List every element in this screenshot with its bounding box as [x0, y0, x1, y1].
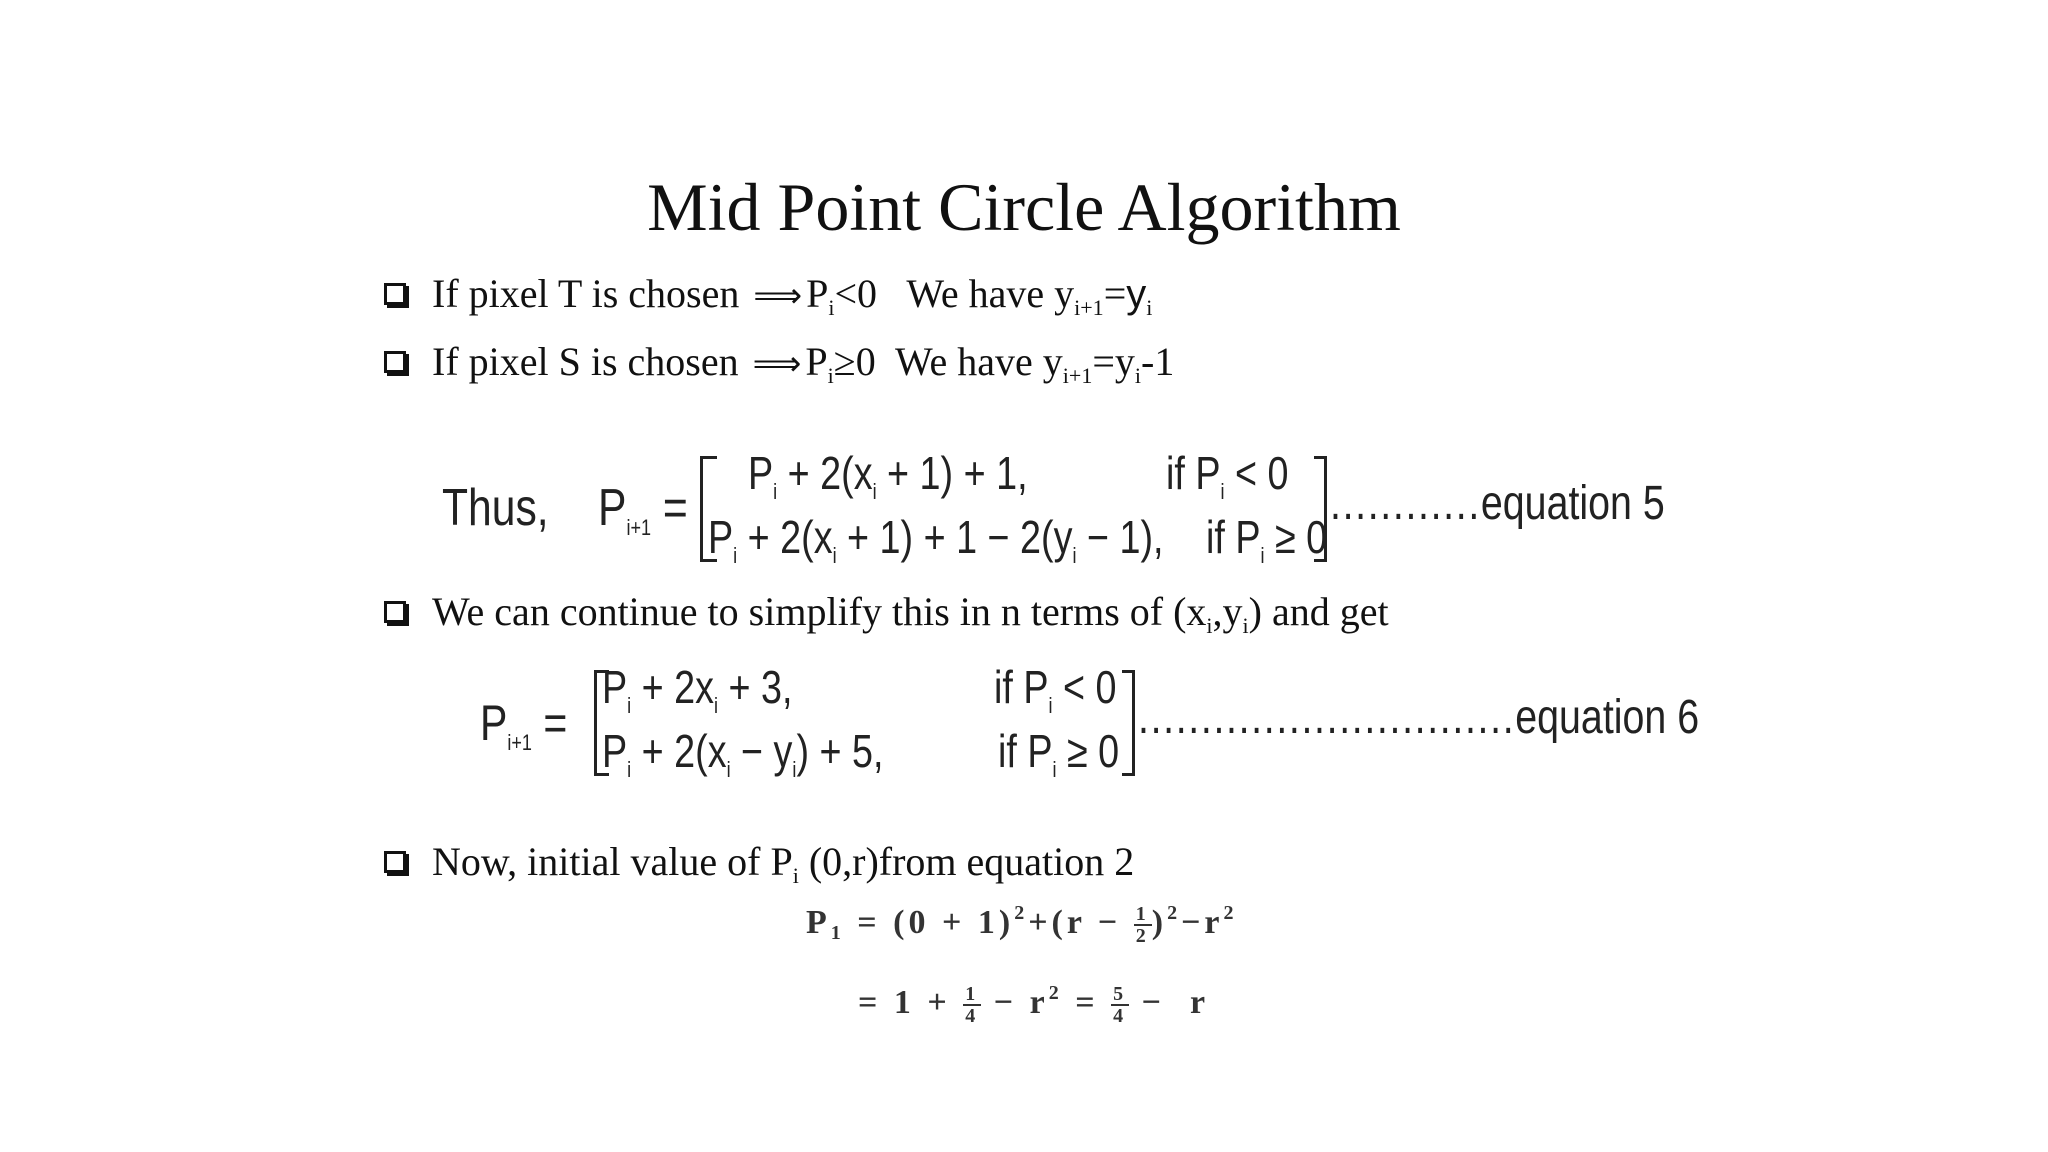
bullet-pixel-t [384, 270, 1152, 320]
implies-arrow-icon: ⟹ [752, 344, 802, 384]
right-bracket [1122, 670, 1135, 776]
eq5-label: ............equation 5 [1330, 477, 1665, 530]
init-equation-line2: = 1 + $\frac{1}{4}$ − $r^2$ = $\frac{5}{4}$ − r [858, 982, 1210, 1028]
eq5-row2: $P_i + 2(x_i + 1) + 1 - 2(y_i - 1)$, [708, 511, 1164, 568]
sub-i: i [1134, 363, 1142, 388]
bullet-text: Now, initial value of P [432, 839, 793, 884]
minus-one: -1 [1141, 339, 1175, 384]
checkbox-bullet-icon [384, 283, 406, 305]
sub-i: i [1146, 295, 1153, 320]
init-equation-line1: $P1 = (0 + 1)^2+(r$ − $\frac{1}{2}$ )$^2-r^2$ [806, 902, 1238, 948]
p-symbol: P [806, 271, 829, 316]
bullet-text: If pixel T is chosen [432, 271, 740, 316]
thus-label: Thus, [442, 479, 549, 537]
eq6-row2: $P_i + 2(x_i - y_i) + 5$, [602, 725, 884, 782]
right-bracket [1314, 456, 1327, 562]
sub-i: i [827, 363, 834, 388]
sub-i: i [1206, 613, 1213, 638]
equals: = [1103, 271, 1127, 316]
eq6-cond2: if $P_i \ge 0$ [998, 725, 1120, 782]
condition-text: <0 We have y [834, 271, 1075, 316]
sub-i: i [1242, 613, 1249, 638]
checkbox-bullet-icon [384, 851, 406, 873]
condition-text: ≥0 We have y [833, 339, 1063, 384]
eq6-label: ..............................equation 6 [1138, 691, 1700, 744]
checkbox-bullet-icon [384, 601, 406, 623]
eq6-cond1: if $P_i < 0$ [994, 661, 1117, 718]
bullet-text: If pixel S is chosen [432, 339, 739, 384]
eq6-row1: $P_i + 2x_i + 3$, [602, 661, 793, 718]
bullet-initial-value [384, 838, 1134, 886]
sub-i-plus-1: i+1 [1074, 295, 1104, 320]
fraction-one-half: $\frac{1}{2}$ [1135, 903, 1150, 948]
page-title: Mid Point Circle Algorithm [647, 169, 1401, 245]
fraction-five-quarters: $\frac{5}{4}$ [1113, 983, 1128, 1028]
y-symbol: y [1126, 272, 1147, 316]
bullet-tail: (0,r)from equation 2 [798, 839, 1135, 884]
bullet-simplify [384, 588, 1389, 636]
eq5-cond1: if $P_i < 0$ [1166, 447, 1289, 504]
comma-y: ,y [1212, 589, 1243, 634]
eq6-lhs: $P_{i+1}$ = [480, 695, 568, 755]
fraction-one-quarter: $\frac{1}{4}$ [965, 983, 980, 1028]
implies-arrow-icon: ⟹ [753, 276, 803, 316]
checkbox-bullet-icon [384, 351, 406, 373]
bullet-pixel-s [384, 338, 1174, 388]
bullet-text: We can continue to simplify this in n terms of (x [432, 589, 1207, 634]
sub-i: i [828, 295, 835, 320]
p-symbol: P [805, 339, 828, 384]
sub-i: i [792, 863, 799, 888]
sub-i-plus-1: i+1 [1062, 363, 1093, 388]
eq5-cond2: if $P_i \ge 0$ [1206, 511, 1328, 568]
equals-y: =y [1092, 339, 1135, 384]
bullet-tail: ) and get [1248, 589, 1389, 634]
eq5-row1: $P_i + 2(x_i + 1) + 1$, [748, 447, 1028, 504]
eq5-lhs: Pi+1 = [598, 479, 688, 540]
